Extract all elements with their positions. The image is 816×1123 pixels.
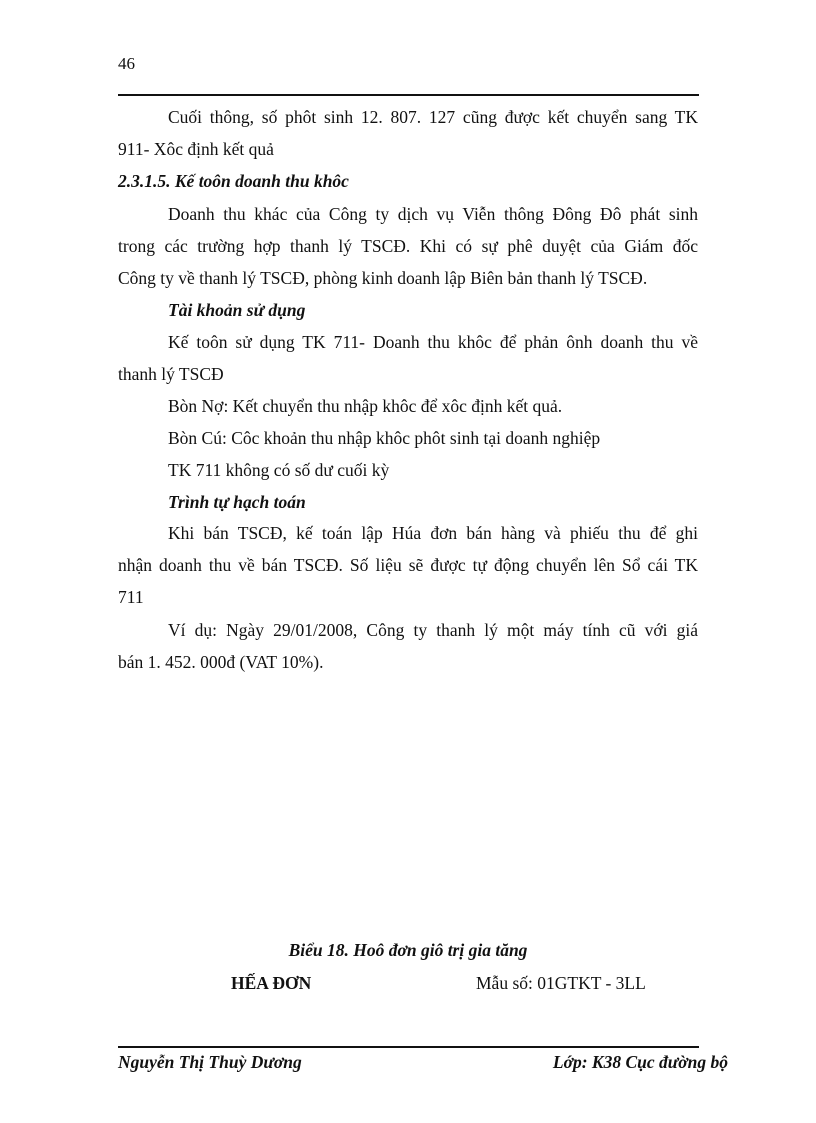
paragraph-3-line-1: Kế toôn sử dụng TK 711- Doanh thu khôc để phản ônh doanh thu về [168,332,698,352]
footer-rule [118,1046,699,1048]
section-heading: 2.3.1.5. Kế toôn doanh thu khôc [118,171,349,191]
page-number: 46 [118,54,135,73]
paragraph-3-line-2: thanh lý TSCĐ [118,364,224,384]
paragraph-2-line-3: Công ty về thanh lý TSCĐ, phòng kinh doanh lập Biên bản thanh lý TSCĐ. [118,268,648,288]
subheading-accounts-used: Tài khoản sử dụng [168,300,306,320]
figure-caption: Biểu 18. Hoô đơn giô trị gia tăng [288,940,528,960]
paragraph-7-line-3: 711 [118,587,144,607]
debit-side-text: Bòn Nợ: Kết chuyển thu nhập khôc để xôc định kết quả. [168,396,563,416]
invoice-title: HẾA ĐƠN [231,973,312,993]
paragraph-7-line-1: Khi bán TSCĐ, kế toán lập Húa đơn bán hàng và phiếu thu để ghi [168,523,698,543]
form-number: Mẫu số: 01GTKT - 3LL [476,973,646,993]
paragraph-7-line-2: nhận doanh thu về bán TSCĐ. Số liệu sẽ được tự động chuyển lên Sổ cái TK [118,555,698,575]
credit-side-text: Bòn Cú: Côc khoản thu nhập khôc phôt sinh tại doanh nghiệp [168,428,601,448]
paragraph-2-line-2: trong các trường hợp thanh lý TSCĐ. Khi có sự phê duyệt của Giám đốc [118,236,698,256]
paragraph-8-line-1: Ví dụ: Ngày 29/01/2008, Công ty thanh lý một máy tính cũ với giá [168,620,698,640]
balance-note: TK 711 không có số dư cuối kỳ [168,460,390,480]
footer-class: Lớp: K38 Cục đường bộ [552,1052,728,1072]
footer-author: Nguyễn Thị Thuỳ Dương [118,1052,302,1072]
paragraph-1-line-2: 911- Xôc định kết quả [118,139,274,159]
paragraph-1-line-1: Cuối thông, số phôt sinh 12. 807. 127 cũng được kết chuyển sang TK [168,107,698,127]
paragraph-2-line-1: Doanh thu khác của Công ty dịch vụ Viễn thông Đông Đô phát sinh [168,204,698,224]
subheading-procedure: Trình tự hạch toán [168,492,306,512]
paragraph-8-line-2: bán 1. 452. 000đ (VAT 10%). [118,652,324,672]
header-rule [118,94,699,96]
